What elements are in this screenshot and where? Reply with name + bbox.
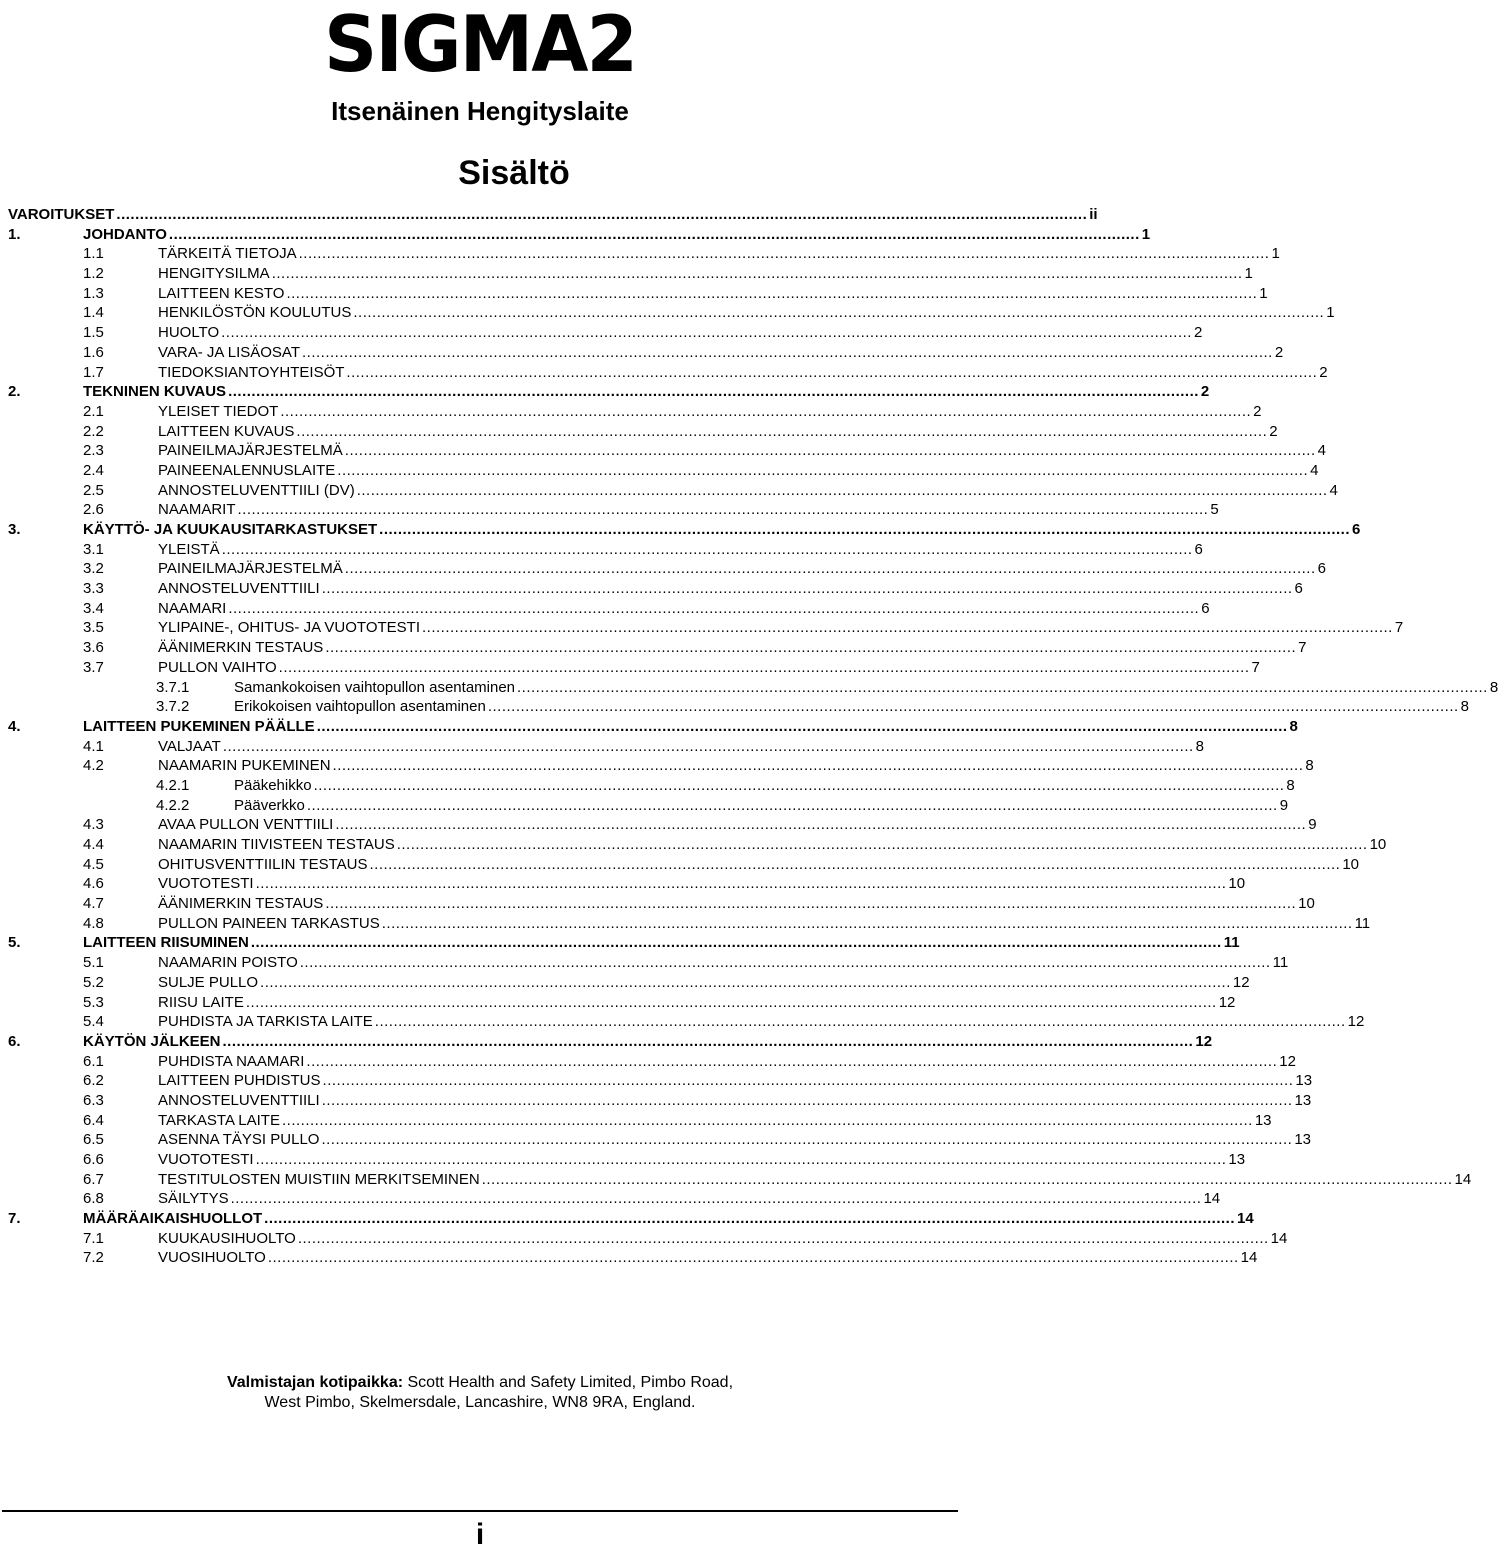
toc-entry-number: 3.7.2 <box>156 698 190 716</box>
toc-dot-leader <box>223 1032 1194 1052</box>
toc-entry-page: 8 <box>1489 678 1498 696</box>
toc-entry-page: 7 <box>1298 639 1307 657</box>
toc-entry[interactable] <box>8 796 1289 816</box>
toc-entry-title: LAITTEEN PUKEMINEN PÄÄLLE <box>83 717 315 735</box>
toc-entry-title: PAINEILMAJÄRJESTELMÄ <box>158 560 343 578</box>
toc-dot-leader <box>345 441 1316 461</box>
toc-entry-title: YLIPAINE-, OHITUS- JA VUOTOTESTI <box>158 619 420 637</box>
toc-entry-page: 7 <box>1394 619 1404 637</box>
toc-entry-number: 6.2 <box>83 1072 104 1090</box>
toc-dot-leader <box>223 737 1194 757</box>
toc-entry[interactable] <box>8 264 1253 284</box>
toc-entry-page: 12 <box>1218 993 1236 1011</box>
toc-entry-page: 14 <box>1454 1170 1472 1188</box>
toc-dot-leader <box>260 973 1231 993</box>
toc-dot-leader <box>488 697 1459 717</box>
toc-entry-title: Pääkehikko <box>234 776 312 794</box>
toc-entry-title: KÄYTTÖ- JA KUUKAUSITARKASTUKSET <box>83 521 378 538</box>
toc-entry-title: KÄYTÖN JÄLKEEN <box>83 1032 221 1050</box>
toc-entry-page: 13 <box>1254 1111 1272 1129</box>
toc-dot-leader <box>286 284 1257 304</box>
toc-entry-title: OHITUSVENTTIILIN TESTAUS <box>158 855 368 873</box>
toc-entry-page: 2 <box>1200 383 1210 401</box>
toc-entry[interactable] <box>8 500 1219 520</box>
toc-entry-page: 8 <box>1195 737 1204 755</box>
toc-dot-leader <box>116 205 1087 225</box>
toc-entry-number: 4. <box>8 717 21 735</box>
toc-entry-title: HENKILÖSTÖN KOULUTUS <box>158 304 352 322</box>
toc-entry-number: 6. <box>8 1032 21 1050</box>
toc-entry-page: 6 <box>1294 580 1303 598</box>
toc-entry-number: 4.7 <box>83 895 104 913</box>
sigma2-logo <box>324 0 636 90</box>
toc-dot-leader <box>517 678 1488 698</box>
toc-entry-page: 5 <box>1210 501 1219 519</box>
toc-entry[interactable] <box>8 894 1315 914</box>
toc-entry-page: 8 <box>1305 757 1314 775</box>
toc-entry-number: 4.2.2 <box>156 796 190 814</box>
toc-entry[interactable] <box>8 717 1298 737</box>
toc-entry-page: 8 <box>1286 776 1295 794</box>
toc-dot-leader <box>299 244 1270 264</box>
toc-dot-leader <box>279 658 1250 678</box>
toc-dot-leader <box>345 559 1316 579</box>
toc-entry[interactable] <box>8 697 1470 717</box>
toc-dot-leader <box>353 303 1324 323</box>
footer-rule <box>2 1510 958 1512</box>
toc-entry-number: 1.5 <box>83 324 104 342</box>
toc-entry-number: 3.4 <box>83 599 104 617</box>
toc-entry[interactable] <box>8 461 1319 481</box>
toc-entry[interactable] <box>8 678 1498 698</box>
toc-entry-title: NAAMARIT <box>158 501 236 519</box>
toc-entry-page: 13 <box>1295 1072 1313 1090</box>
toc-entry-number: 3.1 <box>83 540 104 558</box>
toc-entry[interactable] <box>8 1189 1221 1209</box>
toc-dot-leader <box>321 1130 1292 1150</box>
toc-entry-title: VUOTOTESTI <box>158 1151 254 1168</box>
toc-entry-page: 8 <box>1460 698 1470 716</box>
toc-entry[interactable] <box>8 1248 1258 1268</box>
toc-entry-page: 4 <box>1310 461 1319 479</box>
toc-entry-number: 6.6 <box>83 1151 104 1168</box>
toc-entry-page: 2 <box>1193 324 1203 342</box>
toc-entry[interactable] <box>8 618 1404 638</box>
toc-entry[interactable] <box>8 363 1328 383</box>
toc-dot-leader <box>333 756 1304 776</box>
toc-entry-page: 6 <box>1317 560 1326 578</box>
toc-entry-number: 3.3 <box>83 580 104 598</box>
toc-entry-page: 6 <box>1352 521 1361 538</box>
toc-dot-leader <box>169 225 1140 245</box>
toc-entry-number: 1.7 <box>83 363 104 381</box>
toc-entry-number: 6.3 <box>83 1091 104 1109</box>
toc-entry-number: 5. <box>8 934 21 952</box>
toc-entry-title: Samankokoisen vaihtopullon asentaminen <box>234 678 516 696</box>
toc-entry-number: 3.7 <box>83 658 104 676</box>
toc-dot-leader <box>238 500 1209 520</box>
toc-entry-title: MÄÄRÄAIKAISHUOLLOT <box>83 1210 263 1228</box>
toc-entry-page: 1 <box>1244 265 1253 283</box>
toc-entry-title: PULLON VAIHTO <box>158 658 277 676</box>
toc-entry-title: LAITTEEN RIISUMINEN <box>83 934 249 952</box>
toc-entry[interactable] <box>8 205 1098 225</box>
toc-dot-leader <box>231 1189 1202 1209</box>
address-label: Valmistajan kotipaikka: <box>226 1374 404 1391</box>
toc-entry-number: 7.1 <box>83 1229 104 1247</box>
toc-entry-title: VUOTOTESTI <box>158 875 254 893</box>
toc-entry[interactable] <box>8 303 1335 323</box>
toc-entry-number: 5.2 <box>83 973 104 991</box>
toc-entry[interactable] <box>8 1012 1365 1032</box>
toc-entry-page: 1 <box>1141 225 1151 243</box>
toc-entry-page: 2 <box>1253 402 1262 420</box>
toc-entry-title: HUOLTO <box>158 324 220 342</box>
toc-entry-title: PULLON PAINEEN TARKASTUS <box>158 914 380 932</box>
toc-entry-page: 2 <box>1274 343 1284 361</box>
toc-entry-number: 3.2 <box>83 560 104 578</box>
table-of-contents <box>8 205 1498 1268</box>
toc-entry[interactable] <box>8 973 1250 993</box>
toc-entry-title: ANNOSTELUVENTTIILI (DV) <box>158 481 355 499</box>
document-title: Itsenäinen Hengityslaite <box>331 96 629 126</box>
toc-dot-leader <box>264 1209 1235 1229</box>
toc-entry-title: JOHDANTO <box>83 225 167 243</box>
toc-dot-leader <box>306 1052 1277 1072</box>
toc-entry-title: PUHDISTA NAAMARI <box>158 1052 305 1070</box>
toc-entry[interactable] <box>8 835 1387 855</box>
toc-entry[interactable] <box>8 559 1326 579</box>
toc-entry[interactable] <box>8 244 1280 264</box>
toc-entry-page: 13 <box>1294 1091 1312 1109</box>
toc-dot-leader <box>302 343 1273 363</box>
toc-entry[interactable] <box>8 382 1210 402</box>
toc-entry[interactable] <box>8 422 1278 442</box>
toc-dot-leader <box>482 1170 1453 1190</box>
toc-entry-page: 8 <box>1289 717 1298 735</box>
toc-entry[interactable] <box>8 933 1240 953</box>
toc-entry-page: 14 <box>1240 1249 1258 1267</box>
toc-dot-leader <box>251 933 1222 953</box>
toc-entry-page: 1 <box>1259 284 1268 302</box>
toc-entry[interactable] <box>8 323 1203 343</box>
toc-entry[interactable] <box>8 855 1360 875</box>
toc-dot-leader <box>280 402 1251 422</box>
toc-entry-number: 6.7 <box>83 1170 104 1188</box>
toc-dot-leader <box>325 894 1296 914</box>
toc-dot-leader <box>228 599 1199 619</box>
toc-dot-leader <box>272 264 1243 284</box>
toc-entry-title: ÄÄNIMERKIN TESTAUS <box>158 895 324 913</box>
toc-entry-title: PUHDISTA JA TARKISTA LAITE <box>158 1013 373 1031</box>
toc-entry-title: ÄÄNIMERKIN TESTAUS <box>158 639 324 657</box>
toc-entry[interactable] <box>8 1209 1254 1229</box>
toc-entry[interactable] <box>8 1130 1311 1150</box>
toc-entry-number: 4.6 <box>83 875 104 893</box>
toc-entry[interactable] <box>8 914 1371 934</box>
toc-entry-number: 2.2 <box>83 422 104 440</box>
toc-entry[interactable] <box>8 1052 1296 1072</box>
toc-dot-leader <box>300 953 1271 973</box>
toc-entry-number: 1. <box>8 225 21 243</box>
toc-entry-page: 1 <box>1326 304 1335 322</box>
toc-entry[interactable] <box>8 815 1317 835</box>
toc-entry-number: 2. <box>8 383 21 401</box>
toc-entry[interactable] <box>8 441 1326 461</box>
toc-entry-number: 4.8 <box>83 914 104 932</box>
toc-entry-page: 10 <box>1298 895 1315 913</box>
toc-dot-leader <box>346 363 1317 383</box>
address-line-1-text: Scott Health and Safety Limited, Pimbo Road, <box>407 1374 734 1391</box>
toc-entry-title: ASENNA TÄYSI PULLO <box>158 1131 320 1149</box>
toc-entry-number: 6.8 <box>83 1190 104 1208</box>
toc-entry-page: 12 <box>1279 1052 1296 1070</box>
toc-entry[interactable] <box>8 402 1262 422</box>
toc-entry-number: 7.2 <box>83 1249 104 1267</box>
toc-entry-number: 1.6 <box>83 343 104 361</box>
toc-entry[interactable] <box>8 737 1204 757</box>
toc-entry[interactable] <box>8 284 1268 304</box>
toc-entry-page: 4 <box>1317 442 1326 460</box>
toc-dot-leader <box>323 1071 1294 1091</box>
toc-dot-leader <box>422 618 1393 638</box>
toc-dot-leader <box>256 874 1227 894</box>
toc-entry-page: 14 <box>1270 1229 1288 1247</box>
toc-entry-title: RIISU LAITE <box>158 993 244 1011</box>
toc-dot-leader <box>379 520 1350 540</box>
toc-dot-leader <box>256 1150 1227 1170</box>
toc-entry[interactable] <box>8 776 1295 796</box>
sigma2-logo-graphic <box>324 0 636 90</box>
toc-entry-number: 2.3 <box>83 442 104 460</box>
toc-entry-title: NAAMARI <box>158 599 227 617</box>
toc-entry-number: 3.5 <box>83 619 104 637</box>
toc-entry-title: VUOSIHUOLTO <box>158 1249 266 1267</box>
toc-entry-number: 2.4 <box>83 461 104 479</box>
toc-entry-number: 5.1 <box>83 954 104 972</box>
toc-entry-page: 1 <box>1271 245 1280 263</box>
toc-entry-page: 12 <box>1195 1032 1213 1050</box>
toc-entry-title: VAROITUKSET <box>8 206 115 223</box>
toc-entry-title: TÄRKEITÄ TIETOJA <box>158 245 297 263</box>
toc-entry[interactable] <box>8 953 1289 973</box>
toc-entry-number: 4.3 <box>83 816 104 834</box>
toc-entry-page: 12 <box>1232 973 1250 991</box>
toc-entry-title: YLEISET TIEDOT <box>158 402 279 420</box>
toc-entry-page: 9 <box>1308 816 1317 834</box>
toc-entry-title: Erikokoisen vaihtopullon asentaminen <box>234 698 486 716</box>
toc-entry-page: 12 <box>1347 1013 1365 1031</box>
toc-entry-title: LAITTEEN KUVAUS <box>158 422 295 440</box>
toc-entry-number: 4.2 <box>83 757 104 775</box>
address-line-2: West Pimbo, Skelmersdale, Lancashire, WN8 9RA, England. <box>264 1394 696 1411</box>
toc-entry-number: 6.4 <box>83 1111 104 1129</box>
toc-dot-leader <box>397 835 1368 855</box>
toc-entry-title: KUUKAUSIHUOLTO <box>158 1229 296 1247</box>
toc-dot-leader <box>335 815 1306 835</box>
toc-dot-leader <box>221 323 1192 343</box>
toc-entry[interactable] <box>8 225 1151 245</box>
toc-entry[interactable] <box>8 1111 1272 1131</box>
toc-heading: Sisältö <box>458 154 570 192</box>
toc-entry-title: YLEISTÄ <box>158 540 220 558</box>
toc-entry-number: 1.2 <box>83 265 104 283</box>
toc-entry-title: LAITTEEN KESTO <box>158 284 285 302</box>
manufacturer-address <box>0 1373 960 1413</box>
toc-entry-page: 6 <box>1201 599 1210 617</box>
toc-entry-title: TARKASTA LAITE <box>158 1111 280 1129</box>
address-line-1 <box>0 1373 960 1393</box>
logo-wordmark: SIGMA2 <box>324 0 636 90</box>
toc-entry-page: 9 <box>1279 796 1289 814</box>
toc-entry[interactable] <box>8 638 1307 658</box>
toc-dot-leader <box>296 422 1267 442</box>
toc-entry-page: 10 <box>1228 875 1246 893</box>
toc-entry-number: 1.3 <box>83 284 104 302</box>
toc-dot-leader <box>268 1248 1239 1268</box>
toc-entry-title: HENGITYSILMA <box>158 265 270 283</box>
toc-entry-title: SULJE PULLO <box>158 973 259 991</box>
toc-entry-title: LAITTEEN PUHDISTUS <box>158 1072 321 1090</box>
toc-entry-page: 11 <box>1354 914 1371 932</box>
toc-entry-number: 4.1 <box>83 737 104 755</box>
toc-entry-title: SÄILYTYS <box>158 1190 229 1208</box>
toc-dot-leader <box>322 579 1293 599</box>
toc-entry-number: 1.1 <box>83 245 104 263</box>
toc-entry[interactable] <box>8 1170 1472 1190</box>
toc-dot-leader <box>317 717 1288 737</box>
toc-entry[interactable] <box>8 343 1284 363</box>
toc-entry[interactable] <box>8 1229 1288 1249</box>
toc-entry-number: 1.4 <box>83 304 104 322</box>
page-number: i <box>475 1518 485 1551</box>
toc-dot-leader <box>382 914 1353 934</box>
toc-entry[interactable] <box>8 756 1314 776</box>
toc-entry-number: 3.6 <box>83 639 104 657</box>
toc-dot-leader <box>337 461 1308 481</box>
toc-dot-leader <box>325 638 1296 658</box>
toc-entry-page: 2 <box>1319 363 1328 381</box>
toc-entry-number: 3. <box>8 521 21 538</box>
toc-entry-number: 5.4 <box>83 1013 104 1031</box>
toc-entry-page: 11 <box>1223 934 1240 952</box>
toc-entry-number: 5.3 <box>83 993 104 1011</box>
toc-dot-leader <box>246 993 1217 1013</box>
toc-dot-leader <box>222 540 1193 560</box>
toc-entry[interactable] <box>8 993 1236 1013</box>
toc-entry[interactable] <box>8 579 1303 599</box>
toc-entry-number: 2.6 <box>83 501 104 519</box>
toc-entry-page: 7 <box>1251 658 1260 676</box>
toc-entry[interactable] <box>8 599 1210 619</box>
toc-entry[interactable] <box>8 1091 1312 1111</box>
toc-entry[interactable] <box>8 874 1246 894</box>
toc-entry-title: Pääverkko <box>234 796 305 814</box>
toc-dot-leader <box>314 776 1285 796</box>
toc-entry-title: NAAMARIN PUKEMINEN <box>158 757 331 775</box>
toc-dot-leader <box>282 1111 1253 1131</box>
toc-dot-leader <box>357 481 1328 501</box>
toc-entry-title: PAINEILMAJÄRJESTELMÄ <box>158 442 343 460</box>
toc-entry[interactable] <box>8 1150 1246 1170</box>
toc-entry-page: 13 <box>1228 1151 1246 1168</box>
toc-entry-page: ii <box>1089 206 1098 223</box>
toc-entry-title: TESTITULOSTEN MUISTIIN MERKITSEMINEN <box>158 1170 480 1188</box>
toc-entry-title: NAAMARIN POISTO <box>158 954 298 972</box>
toc-entry-title: ANNOSTELUVENTTIILI <box>158 580 320 598</box>
toc-entry-title: PAINEENALENNUSLAITE <box>158 461 336 479</box>
toc-entry[interactable] <box>8 520 1361 540</box>
toc-entry[interactable] <box>8 658 1260 678</box>
toc-entry-page: 10 <box>1342 855 1360 873</box>
toc-entry-title: TIEDOKSIANTOYHTEISÖT <box>158 363 345 381</box>
toc-entry-page: 11 <box>1272 954 1289 972</box>
toc-entry-number: 4.5 <box>83 855 104 873</box>
toc-entry-number: 3.7.1 <box>156 678 190 696</box>
toc-entry-title: VALJAAT <box>158 737 221 755</box>
toc-dot-leader <box>322 1091 1293 1111</box>
toc-entry-title: NAAMARIN TIIVISTEEN TESTAUS <box>158 836 395 853</box>
toc-entry-title: ANNOSTELUVENTTIILI <box>158 1091 320 1109</box>
toc-entry-page: 13 <box>1294 1131 1311 1149</box>
toc-entry[interactable] <box>8 1071 1313 1091</box>
toc-entry-page: 10 <box>1369 836 1387 853</box>
toc-entry-title: AVAA PULLON VENTTIILI <box>158 816 334 834</box>
toc-entry[interactable] <box>8 1032 1213 1052</box>
toc-entry[interactable] <box>8 481 1338 501</box>
toc-entry-number: 7. <box>8 1210 21 1228</box>
toc-entry-page: 4 <box>1329 481 1338 499</box>
toc-dot-leader <box>228 382 1199 402</box>
toc-entry-number: 2.5 <box>83 481 104 499</box>
toc-entry-number: 6.5 <box>83 1131 104 1149</box>
toc-dot-leader <box>369 855 1340 875</box>
toc-entry-page: 2 <box>1269 422 1278 440</box>
toc-entry-page: 6 <box>1194 540 1203 558</box>
toc-dot-leader <box>375 1012 1346 1032</box>
toc-entry-title: TEKNINEN KUVAUS <box>83 383 227 401</box>
toc-entry-number: 4.2.1 <box>156 776 190 794</box>
toc-entry-number: 2.1 <box>83 402 104 420</box>
toc-entry-page: 14 <box>1237 1210 1254 1228</box>
toc-entry[interactable] <box>8 540 1203 560</box>
toc-entry-page: 14 <box>1203 1190 1221 1208</box>
toc-entry-number: 6.1 <box>83 1052 104 1070</box>
toc-dot-leader <box>307 796 1278 816</box>
toc-entry-number: 4.4 <box>83 836 104 853</box>
toc-dot-leader <box>298 1229 1269 1249</box>
toc-entry-title: VARA- JA LISÄOSAT <box>158 343 300 361</box>
